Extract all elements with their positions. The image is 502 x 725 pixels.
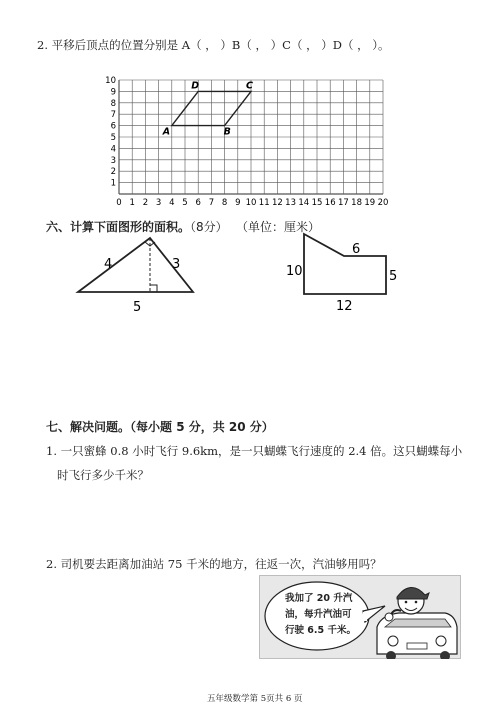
x-tick-label: 17 bbox=[337, 198, 349, 208]
section6-title: 六、计算下面图形的面积。 bbox=[46, 220, 191, 234]
pentagon-right-label: 5 bbox=[389, 269, 398, 284]
y-tick-label: 1 bbox=[110, 178, 116, 189]
problem2-text: 2. 司机要去距离加油站 75 千米的地方，往返一次，汽油够用吗？ bbox=[46, 557, 382, 571]
y-tick-label: 9 bbox=[110, 87, 116, 98]
section7-points: （每小题 5 分，共 20 分） bbox=[130, 420, 274, 434]
problem1-line2: 时飞行多少千米？ bbox=[57, 468, 149, 482]
x-tick-label: 16 bbox=[324, 198, 336, 208]
vertex-label-d: D bbox=[191, 80, 200, 92]
x-tick-label: 14 bbox=[298, 198, 310, 208]
x-tick-label: 9 bbox=[235, 198, 241, 208]
x-tick-label: 7 bbox=[208, 198, 215, 208]
coordinate-grid bbox=[100, 52, 396, 212]
pentagon-bottom-label: 12 bbox=[336, 299, 353, 313]
y-tick-label: 2 bbox=[110, 167, 116, 178]
triangle-left-label: 4 bbox=[104, 257, 113, 272]
page-footer: 五年级数学第 5页共 6 页 bbox=[207, 694, 303, 704]
x-tick-label: 5 bbox=[182, 198, 188, 208]
triangle-right-label: 3 bbox=[172, 257, 181, 272]
y-tick-label: 7 bbox=[110, 110, 116, 121]
pentagon-left-label: 10 bbox=[286, 264, 303, 279]
triangle-base-label: 5 bbox=[133, 300, 142, 315]
section7-title: 七、解决问题。 bbox=[46, 420, 131, 434]
section6-unit: （单位：厘米） bbox=[236, 220, 321, 234]
pentagon-top-label: 6 bbox=[352, 242, 361, 257]
x-tick-label: 1 bbox=[129, 198, 135, 208]
x-tick-label: 4 bbox=[169, 198, 175, 208]
pentagon-figure bbox=[280, 228, 415, 313]
vertex-label-a: A bbox=[162, 126, 171, 138]
bubble-line-3: 行驶 6.5 千米。 bbox=[285, 625, 356, 636]
speech-bubble-text bbox=[285, 591, 356, 639]
vertex-label-b: B bbox=[223, 126, 231, 138]
x-tick-label: 3 bbox=[155, 198, 162, 208]
problem1-line1: 1. 一只蜜蜂 0.8 小时飞行 9.6km，是一只蝴蝶飞行速度的 2.4 倍。这只蝴蝶每小 bbox=[46, 444, 463, 458]
q2-translation-question: 2. 平移后顶点的位置分别是 A（ ， ）B（ ， ）C（ ， ）D（ ， ）。 bbox=[37, 38, 390, 52]
pentagon-outline bbox=[304, 234, 386, 294]
triangle-figure bbox=[70, 232, 205, 317]
y-tick-label: 10 bbox=[105, 76, 116, 86]
section6-points: （8分） bbox=[190, 220, 228, 234]
vertex-label-c: C bbox=[246, 80, 253, 92]
x-tick-label: 8 bbox=[221, 198, 228, 208]
x-tick-label: 11 bbox=[258, 198, 270, 208]
x-tick-label: 0 bbox=[116, 198, 122, 208]
x-tick-label: 2 bbox=[142, 198, 149, 208]
x-tick-label: 20 bbox=[377, 198, 389, 208]
bubble-line-2: 油，每升汽油可 bbox=[285, 609, 352, 620]
y-tick-label: 8 bbox=[110, 98, 116, 109]
x-tick-label: 6 bbox=[195, 198, 201, 208]
right-angle-mark bbox=[150, 285, 157, 292]
x-tick-label: 10 bbox=[245, 198, 257, 208]
driver-illustration bbox=[259, 575, 461, 659]
x-tick-label: 15 bbox=[311, 198, 323, 208]
y-tick-label: 4 bbox=[110, 144, 116, 155]
x-tick-label: 13 bbox=[285, 198, 297, 208]
x-tick-label: 18 bbox=[351, 198, 363, 208]
y-tick-label: 3 bbox=[110, 155, 116, 166]
bubble-line-1: 我加了 20 升汽 bbox=[285, 593, 353, 604]
x-tick-label: 19 bbox=[364, 198, 376, 208]
section7-heading bbox=[46, 418, 274, 435]
y-tick-label: 5 bbox=[110, 133, 116, 143]
y-tick-label: 6 bbox=[110, 121, 116, 132]
x-tick-label: 12 bbox=[271, 198, 283, 208]
